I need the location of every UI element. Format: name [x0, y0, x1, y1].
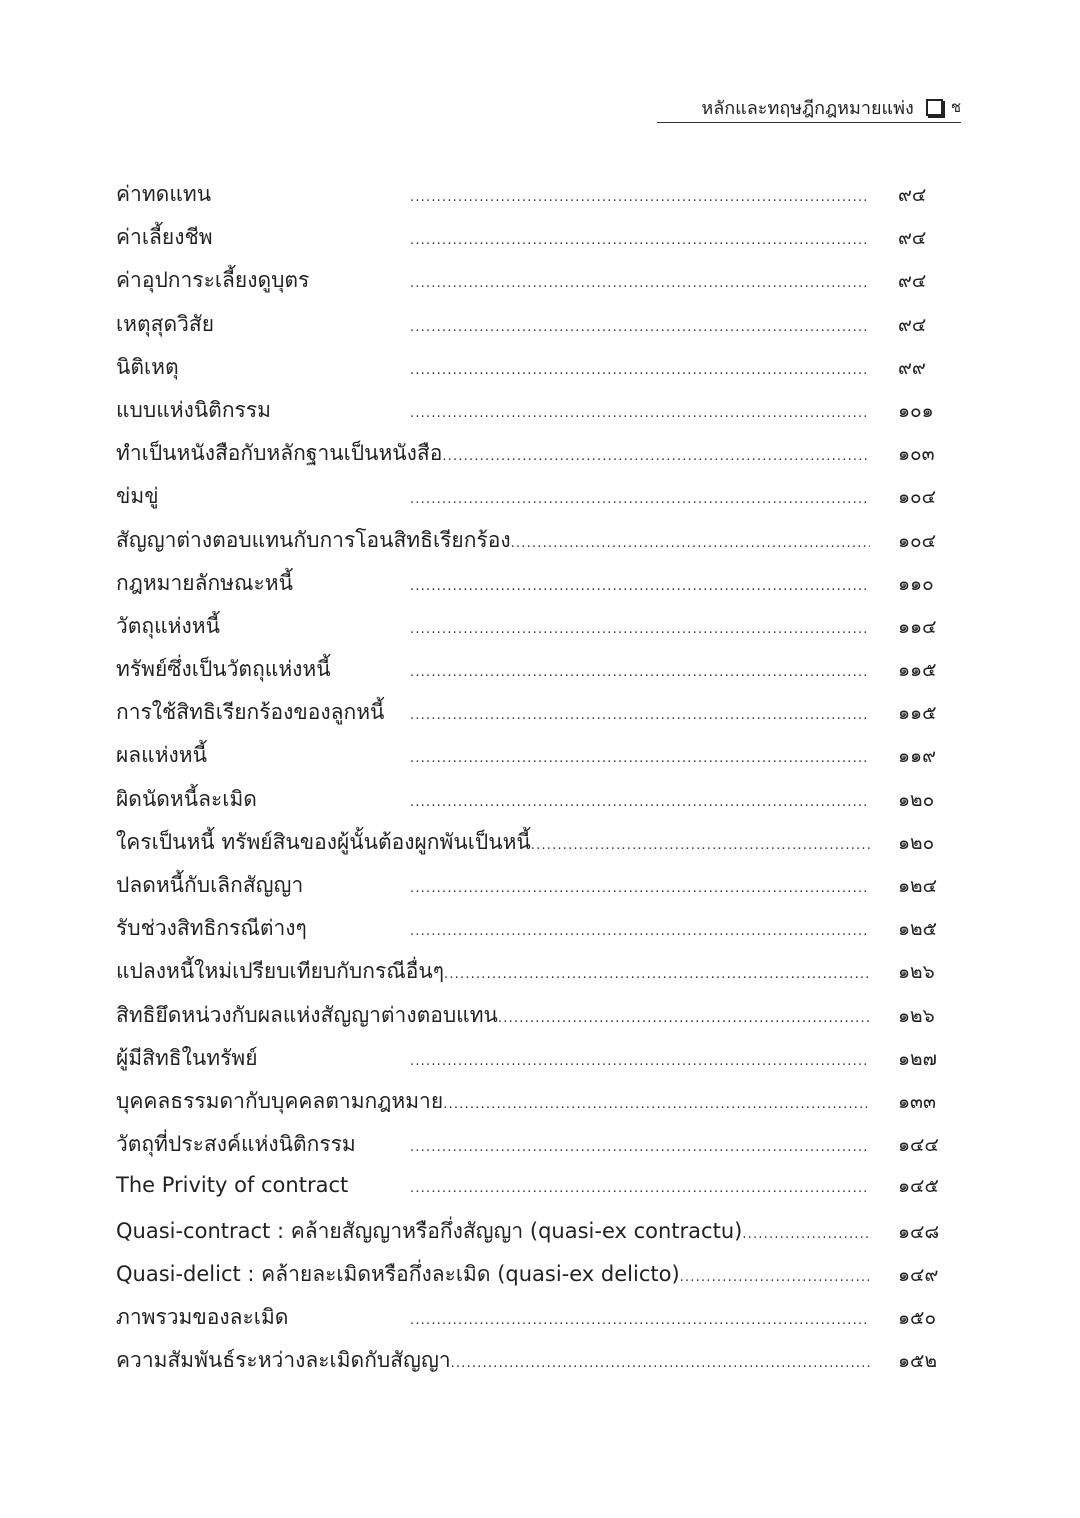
dot-leader — [410, 492, 870, 507]
toc-entry-page: ๑๔๕ — [898, 1175, 939, 1198]
toc-entry-page: ๑๑๕ — [898, 702, 937, 725]
toc-entry-title: Quasi-contract : คล้ายสัญญาหรือกึ่งสัญญา (quasi-ex contractu) — [116, 1218, 743, 1243]
toc-entry[interactable] — [116, 1215, 956, 1258]
dot-leader — [410, 233, 870, 248]
toc-entry-page: ๑๑๙ — [898, 745, 937, 768]
toc-entry-page: ๑๑๐ — [898, 572, 934, 595]
toc-entry-page: ๑๕๐ — [898, 1306, 937, 1329]
running-header — [657, 92, 961, 123]
toc-entry-page: ๑๒๗ — [898, 1047, 937, 1070]
toc-entry-title: วัตถุแห่งหนี้ — [116, 613, 220, 638]
dot-leader — [410, 665, 870, 680]
toc-entry-page: ๑๒๖ — [898, 961, 935, 984]
toc-entry-title: ผลแห่งหนี้ — [116, 743, 208, 768]
toc-entry-page: ๑๒๕ — [898, 918, 937, 941]
dot-leader — [742, 1227, 870, 1242]
toc-entry[interactable] — [116, 1042, 956, 1085]
dot-leader — [410, 708, 870, 723]
toc-entry-title: บุคคลธรรมดากับบุคคลตามกฎหมาย — [116, 1088, 444, 1113]
toc-entry[interactable] — [116, 999, 956, 1042]
dot-leader — [531, 838, 870, 853]
toc-entry[interactable] — [116, 739, 956, 782]
toc-entry[interactable] — [116, 783, 956, 826]
toc-entry-page: ๑๑๕ — [898, 659, 937, 682]
toc-entry-title: เหตุสุดวิสัย — [116, 311, 215, 336]
toc-entry-page: ๑๔๙ — [898, 1263, 939, 1286]
toc-entry-title: ทำเป็นหนังสือกับหลักฐานเป็นหนังสือ — [116, 441, 443, 466]
dot-leader — [410, 1054, 870, 1069]
toc-entry-title: ค่าทดแทน — [116, 182, 212, 206]
toc-entry[interactable] — [116, 567, 956, 610]
dot-leader — [410, 622, 870, 637]
toc-entry-page: ๑๑๔ — [898, 615, 937, 638]
toc-entry-title: ใครเป็นหนี้ ทรัพย์สินของผู้นั้นต้องผูกพันเป็นหนี้ — [116, 829, 531, 854]
toc-entry-title: กฎหมายลักษณะหนี้ — [116, 570, 293, 595]
toc-entry-title: การใช้สิทธิเรียกร้องของลูกหนี้ — [116, 700, 385, 725]
page-number: ช — [950, 98, 961, 116]
checkbox-square-icon — [926, 99, 943, 116]
toc-entry[interactable] — [116, 826, 956, 869]
dot-leader — [410, 881, 870, 896]
toc-entry[interactable] — [116, 264, 956, 307]
dot-leader — [410, 320, 870, 335]
toc-entry-title: ผู้มีสิทธิในทรัพย์ — [116, 1045, 258, 1070]
dot-leader — [410, 751, 870, 766]
toc-entry-title: ภาพรวมของละเมิด — [116, 1304, 289, 1329]
toc-entry[interactable] — [116, 1128, 956, 1171]
toc-entry-page: ๑๒๔ — [898, 875, 937, 897]
toc-entry[interactable] — [116, 221, 956, 264]
toc-entry[interactable] — [116, 394, 956, 437]
toc-entry-title: ค่าเลี้ยงชีพ — [116, 225, 213, 250]
toc-entry-page: ๑๔๘ — [898, 1220, 940, 1243]
toc-entry[interactable] — [116, 1301, 956, 1344]
toc-entry-page: ๑๕๒ — [898, 1350, 937, 1373]
dot-leader — [511, 536, 870, 551]
toc-entry[interactable] — [116, 869, 956, 912]
toc-entry-page: ๑๒๐ — [898, 788, 935, 811]
toc-entry-title: สัญญาต่างตอบแทนกับการโอนสิทธิเรียกร้อง — [116, 527, 511, 552]
toc-entry-title: วัตถุที่ประสงค์แห่งนิติกรรม — [116, 1132, 356, 1157]
toc-entry-page: ๑๐๔ — [898, 529, 937, 552]
toc-entry-page: ๑๐๑ — [898, 399, 934, 422]
dot-leader — [410, 1181, 870, 1196]
toc-entry[interactable] — [116, 437, 956, 480]
toc-entry-title: แปลงหนี้ใหม่เปรียบเทียบกับกรณีอื่นๆ — [116, 959, 444, 984]
toc-entry-title: สิทธิยึดหน่วงกับผลแห่งสัญญาต่างตอบแทน — [116, 1002, 498, 1027]
toc-entry-page: ๙๔ — [898, 270, 927, 293]
toc-entry[interactable] — [116, 1085, 956, 1128]
toc-entry-title: ค่าอุปการะเลี้ยงดูบุตร — [116, 268, 310, 293]
toc-entry-title: รับช่วงสิทธิกรณีต่างๆ — [116, 916, 307, 941]
toc-entry-page: ๑๓๓ — [898, 1090, 937, 1113]
toc-entry[interactable] — [116, 1344, 956, 1387]
toc-entry-title: ข่มขู่ — [116, 484, 159, 509]
toc-entry-title: ปลดหนี้กับเลิกสัญญา — [116, 873, 304, 897]
dot-leader — [410, 1313, 870, 1328]
dot-leader — [442, 449, 870, 464]
dot-leader — [443, 1097, 870, 1112]
toc-entry-page: ๙๔ — [898, 184, 927, 206]
book-title: หลักและทฤษฎีกฎหมายแพ่ง — [701, 97, 914, 119]
dot-leader — [410, 579, 870, 594]
toc-entry[interactable] — [116, 696, 956, 739]
toc-entry-title: ความสัมพันธ์ระหว่างละเมิดกับสัญญา — [116, 1348, 451, 1373]
toc-entry[interactable] — [116, 480, 956, 523]
toc-entry-page: ๑๒๖ — [898, 1004, 935, 1027]
toc-entry[interactable] — [116, 178, 956, 221]
dot-leader — [410, 406, 870, 421]
dot-leader — [410, 924, 870, 939]
toc-entry-title: Quasi-delict : คล้ายละเมิดหรือกึ่งละเมิด (quasi-ex delicto) — [116, 1261, 680, 1286]
toc-entry-title: The Privity of contract — [116, 1173, 349, 1198]
dot-leader — [410, 1140, 870, 1155]
toc-entry[interactable] — [116, 955, 956, 998]
toc-entry-page: ๙๔ — [898, 313, 927, 336]
toc-entry-title: นิติเหตุ — [116, 354, 179, 379]
dot-leader — [680, 1270, 870, 1285]
table-of-contents — [116, 178, 956, 1387]
toc-entry-page: ๑๐๔ — [898, 486, 937, 509]
toc-entry[interactable] — [116, 610, 956, 653]
toc-entry[interactable] — [116, 1258, 956, 1301]
toc-entry-page: ๙๔ — [898, 227, 927, 250]
dot-leader — [410, 276, 870, 291]
dot-leader — [498, 1011, 870, 1026]
toc-entry-title: ทรัพย์ซึ่งเป็นวัตถุแห่งหนี้ — [116, 657, 331, 682]
toc-entry[interactable] — [116, 653, 956, 696]
toc-entry[interactable] — [116, 524, 956, 567]
toc-entry[interactable] — [116, 308, 956, 351]
toc-entry-page: ๙๙ — [898, 356, 926, 379]
toc-entry[interactable] — [116, 351, 956, 394]
dot-leader — [410, 795, 870, 810]
toc-entry-title: แบบแห่งนิติกรรม — [116, 397, 271, 422]
toc-entry-page: ๑๒๐ — [898, 831, 935, 854]
dot-leader — [410, 363, 870, 378]
dot-leader — [451, 1356, 870, 1371]
dot-leader — [410, 190, 870, 205]
toc-entry-page: ๑๐๓ — [898, 443, 935, 466]
toc-entry-page: ๑๔๔ — [898, 1134, 939, 1157]
toc-entry-title: ผิดนัดหนี้ละเมิด — [116, 786, 257, 811]
dot-leader — [444, 967, 870, 982]
toc-entry[interactable] — [116, 912, 956, 955]
toc-entry[interactable] — [116, 1171, 956, 1214]
